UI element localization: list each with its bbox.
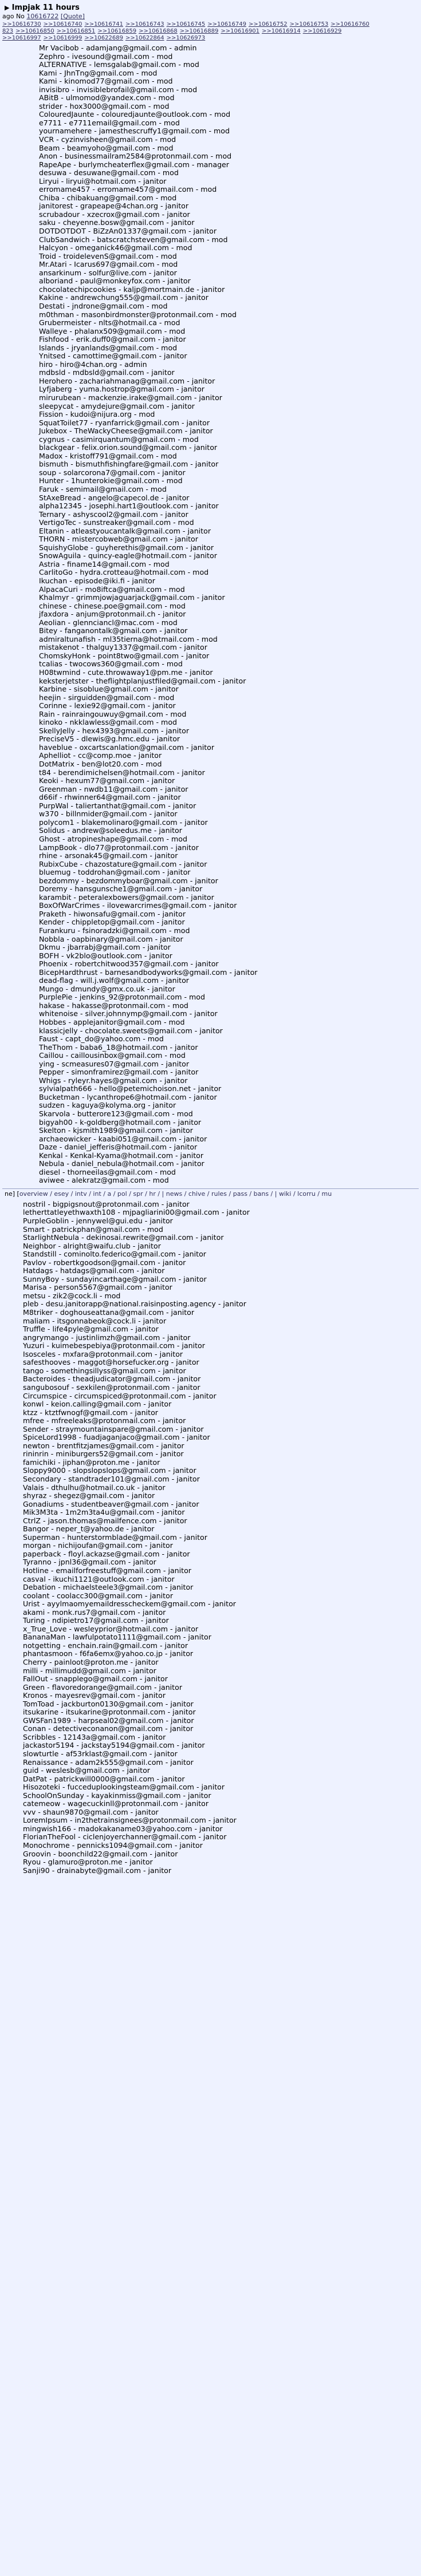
staff-line: Turing - ndipietro17@gmail.com - janitor [23,1616,169,1625]
backlink[interactable]: >>10616760 [330,21,369,27]
staff-line: rininrin - miniburgers52@gmail.com - janitor [23,1449,184,1459]
staff-line: Sanji90 - drainabyte@gmail.com - janitor [23,1866,172,1875]
staff-line: Kami - JhnTng@gmail.com - mod [39,68,158,77]
staff-line: Circumspice - circumspiced@protonmail.com - janitor [23,1391,217,1400]
staff-line: Pavlov - robertkgoodson@gmail.com - janitor [23,1258,186,1267]
staff-line: konwl - keion.calling@gmail.com - janitor [23,1400,172,1409]
staff-line: m0thman - masonbirdmonster@protonmail.com - mod [39,310,237,319]
staff-line: Ynitsed - camottime@gmail.com - janitor [39,351,187,361]
backlink[interactable]: >>10616850 [15,28,54,34]
staff-line: blackgear - felix.orion.sound@gmail.com - janitor [39,443,218,452]
staff-line: vvv - shaun9870@gmail.com - janitor [23,1807,159,1816]
staff-line: invisibro - invisiblebrofail@gmail.com - mod [39,85,198,94]
nav-link[interactable]: / spr [129,1190,145,1198]
staff-line: SnowAguila - quincy-eagle@hotmail.com - janitor [39,551,217,560]
staff-line: Ternary - ashyscool2@gmail.com - janitor [39,509,188,519]
staff-line: casval - ikuchi1121@outlook.com - janitor [23,1574,175,1583]
staff-line: Chiba - chibakuang@gmail.com - mod [39,193,177,202]
staff-line: ColouredJaunte - colouredjaunte@outlook.com - mod [39,110,231,119]
staff-line: coolant - coolacc300@gmail.com - janitor [23,1591,173,1600]
quote-link[interactable]: [Quote] [60,13,85,20]
backlinks-row [0,35,421,42]
staff-line: x_True_Love - wesleyprior@hotmail.com - janitor [23,1624,199,1633]
staff-line: mingwish166 - madokakaname03@yahoo.com - janitor [23,1824,223,1833]
staff-line: famichiki - jiphan@proton.me - janitor [23,1457,160,1467]
staff-line: karambit - peteralexbowers@gmail.com - janitor [39,892,214,902]
staff-line: nostril - bigpigsnout@protonmail.com - janitor [23,1199,190,1208]
staff-line: sudzen - kaguya@kolyma.org - janitor [39,1101,176,1110]
staff-line: AlpacaCuri - mo8iftca@gmail.com - mod [39,584,185,594]
staff-line: Doremy - hansgunsche1@gmail.com - janitor [39,884,203,894]
staff-line: Troid - troidelevenS@gmail.com - mod [39,251,177,260]
staff-line: Jukebox - TheWackyCheese@gmail.com - janitor [39,426,213,436]
staff-line: Debation - michaelsteele3@gmail.com - janitor [23,1583,194,1592]
staff-line: Nobbla - oapbinary@gmail.com - janitor [39,934,183,943]
staff-line: d66if - rhwinner64@gmail.com - janitor [39,793,181,802]
backlink[interactable]: >>10616741 [84,21,123,27]
staff-line: guid - weslesb@gmail.com - janitor [23,1766,150,1775]
staff-line: VCR - cyzinvisheen@gmail.com - mod [39,135,176,144]
staff-line: akami - monk.rus7@gmail.com - janitor [23,1607,166,1617]
collapse-triangle-icon[interactable]: ▶ [5,4,10,11]
staff-line: Cherry - painloot@proton.me - janitor [23,1658,159,1666]
backlink[interactable]: >>10616740 [43,21,82,27]
staff-line: DotMatrix - ben@lot20.com - mod [39,760,162,769]
staff-line: bezdommy - bezdommyboar@gmail.com - janitor [39,876,218,885]
staff-line: heejin - sirguidden@gmail.com - mod [39,693,175,702]
staff-line: Skarvola - butterore123@gmail.com - mod [39,1109,193,1118]
staff-line: THORN - mistercobweb@gmail.com - janitor [39,535,198,544]
staff-line: Secondary - standtrader101@gmail.com - janitor [23,1474,200,1483]
staff-line: Kronos - mayesrev@gmail.com - janitor [23,1691,166,1700]
staff-line: BOFH - vk2blo@outlook.com - janitor [39,951,172,960]
staff-line: Bangor - neper_t@yahoo.de - janitor [23,1524,155,1534]
staff-line: ktzz - ktztfwnogf@gmail.com - janitor [23,1408,158,1417]
staff-line: TheThom - baba6_18@hotmail.com - janitor [39,1042,198,1052]
staff-line: Gonadiums - studentbeaver@gmail.com - janitor [23,1499,199,1508]
backlink[interactable]: >>10616999 [43,35,82,41]
staff-line: aviwee - alekratz@gmail.com - mod [39,1176,169,1185]
post-body-continued [0,1198,421,1875]
staff-line: LoremIpsum - in2thetrainsignees@protonmail.com - janitor [23,1816,237,1825]
nav-link[interactable]: / a [103,1190,113,1198]
staff-line: Standstill - cominolto.federico@gmail.com - janitor [23,1250,206,1259]
staff-line: Walleye - phalanx509@gmail.com - mod [39,326,186,335]
staff-line: Fishfood - erik.duff0@gmail.com - janitor [39,335,186,344]
staff-line: LampBook - dlo77@protonmail.com - janitor [39,843,199,852]
staff-line: Phoenix - robertchitwood357@gmail.com - janitor [39,959,219,969]
op-header [0,0,421,12]
staff-line: SchoolOnSunday - kayakinmiss@gmail.com - janitor [23,1791,211,1800]
staff-line: newton - brentfitzjames@gmail.com - janitor [23,1441,184,1450]
staff-line: alpha12345 - josephi.hart1@outlook.com - janitor [39,501,219,511]
staff-line: Skelton - kjsmith1989@gmail.com - janitor [39,1126,193,1135]
staff-line: Caillou - caillousinbox@gmail.com - mod [39,1051,186,1060]
divider [2,1188,419,1189]
staff-line: Sender - straymountainspare@gmail.com - janitor [23,1424,204,1433]
staff-line: PreciseV5 - dlewis@g.hmc.edu - janitor [39,734,180,744]
backlink[interactable]: >>10616859 [97,28,137,34]
staff-line: kinoko - nkklawless@gmail.com - mod [39,718,178,727]
backlink[interactable]: >>10616868 [139,28,178,34]
staff-line: Kami - kinomod77@gmail.com - mod [39,77,173,86]
nav-link[interactable]: / | wiki [270,1190,293,1198]
staff-line: Islands - jryanlands@gmail.com - mod [39,343,178,352]
staff-line: RapeApe - burlymcheaterflex@gmail.com - manager [39,160,229,169]
staff-line: Faruk - semimail@gmail.com - mod [39,484,167,493]
staff-line: Green - flavoredorange@gmail.com - janitor [23,1682,183,1692]
staff-line: scrubadour - xzecrox@gmail.com - janitor [39,210,190,219]
post-number-link[interactable]: 10616722 [26,13,59,20]
backlinks-row [0,28,421,35]
staff-line: PurpleGoblin - jennywel@gui.edu - janitor [23,1216,173,1226]
staff-line: Nebula - daniel_nebula@hotmail.com - janitor [39,1159,204,1168]
post-meta [0,12,421,21]
staff-line: Praketh - hiwonsafu@gmail.com - janitor [39,909,186,918]
staff-line: Valais - dthulhu@hotmail.co.uk - janitor [23,1483,166,1492]
staff-line: Anon - businessmailram2584@protonmail.com - mod [39,152,232,161]
staff-line: bigyah00 - k-goldberg@hotmail.com - janitor [39,1117,202,1127]
backlink[interactable]: >>10622689 [84,35,123,41]
nav-link[interactable]: / int [89,1190,104,1198]
staff-line: Smart - patrickphan@gmail.com - mod [23,1224,163,1234]
staff-line: DOTDOTDOT - BiZzAn01337@gmail.com - janitor [39,227,217,236]
staff-line: BoxOfWarCrimes - ilovewarcrimes@gmail.com - janitor [39,901,237,910]
staff-line: mirurubean - mackenzie.irake@gmail.com - janitor [39,393,222,402]
staff-line: Ikuchan - episode@iki.fi - janitor [39,576,155,585]
nav-link[interactable]: / intv [70,1190,89,1198]
staff-line: alboriand - paul@monkeyfox.com - janitor [39,276,191,286]
staff-line: yournamehere - jamesthescruffy1@gmail.com - mod [39,127,230,136]
staff-line: Greenman - nwdb11@gmail.com - janitor [39,784,188,793]
staff-line: saku - cheyenne.bosw@gmail.com - janitor [39,218,195,227]
staff-line: DatPat - patrickwill0000@gmail.com - janitor [23,1774,185,1783]
staff-line: hiro - hiro@4chan.org - admin [39,359,147,369]
backlink[interactable]: >>10616851 [56,28,96,34]
staff-line: milli - millimudd@gmail.com - janitor [23,1666,156,1675]
staff-line: H08twmind - cute.throwaway1@pm.me - janitor [39,668,213,677]
staff-line: Scribbles - 12143a@gmail.com - janitor [23,1732,166,1741]
staff-line: notgetting - enchain.rain@gmail.com - janitor [23,1641,188,1650]
staff-line: Renaissance - adam2k555@gmail.com - janitor [23,1757,194,1767]
nav-link[interactable]: / mu [317,1190,332,1198]
staff-line: ansarkinum - solfur@live.com - janitor [39,268,177,277]
staff-line: Hunter - 1hunterokie@gmail.com - mod [39,476,183,485]
staff-line: jfaxdora - anjum@protonmail.ch - janitor [39,610,186,619]
staff-line: Bucketman - lycanthrope6@hotmail.com - janitor [39,1092,217,1101]
staff-line: M8triker - doghouseattana@gmail.com - janitor [23,1308,195,1317]
staff-line: keksterjetster - theflightplanjustfiled@gmail.com - janitor [39,676,246,685]
staff-line: bismuth - bismuthfishingfare@gmail.com - janitor [39,460,219,469]
staff-line: Neighbor - alright@waifu.club - janitor [23,1241,161,1250]
staff-line: w370 - billnmider@gmail.com - janitor [39,809,178,819]
nav-link[interactable]: overview [19,1190,50,1198]
staff-line: Faust - capt_do@yahoo.com - mod [39,1034,164,1044]
staff-line: erromame457 - erromame457@gmail.com - mod [39,185,217,194]
backlink[interactable]: >>10616753 [289,21,329,27]
nav-link[interactable]: / hr [145,1190,158,1198]
staff-line: itsukarine - itsukarine@protonmail.com - janitor [23,1708,196,1717]
staff-line: phantasmoon - f6fa6emx@yahoo.co.jp - janitor [23,1649,194,1658]
staff-line: Aeolian - glennciancl@mac.com - mod [39,618,178,627]
staff-line: safesthooves - maggot@horsefucker.org - janitor [23,1358,199,1367]
backlink[interactable]: >>10616743 [125,21,164,27]
staff-line: janitorest - grapeape@4chan.org - janitor [39,202,189,211]
staff-line: Hatdags - hatdags@gmail.com - janitor [23,1266,165,1275]
staff-line: ChomskyHonk - point8two@gmail.com - janitor [39,651,210,660]
staff-line: sylvialpath666 - hello@petemichoison.net - janitor [39,1084,222,1093]
staff-line: Isosceles - mxfara@protonmail.com - janitor [23,1349,183,1358]
staff-line: Mungo - dmundy@gmx.co.uk - janitor [39,984,175,993]
staff-line: strider - hox3000@gmail.com - mod [39,101,170,110]
staff-line: Truffle - life4pyle@gmail.com - janitor [23,1325,159,1334]
staff-line: Fission - kudoi@nijura.org - mod [39,410,155,419]
staff-line: Marisa - person5567@gmail.com - janitor [23,1283,172,1292]
staff-line: mistakenot - thalguy1337@gmail.com - janitor [39,643,207,652]
staff-line: Mik3M3ta - 1m2m3ta4u@gmail.com - janitor [23,1508,185,1517]
staff-line: PurplePie - jenkins_92@protonmail.com - mod [39,993,205,1002]
staff-line: morgan - nichijoufan@gmail.com - janitor [23,1541,173,1550]
staff-line: t84 - berendimichelsen@hotmail.com - janitor [39,768,205,777]
staff-line: Zephro - ivesound@gmail.com - mod [39,52,173,61]
staff-line: chocolatechipcookies - kaljp@mortmain.de - janitor [39,285,225,294]
staff-line: Furankuru - fsinoradzki@gmail.com - mod [39,926,190,935]
staff-line: sleepycat - amydejure@gmail.com - janitor [39,401,195,410]
staff-line: Destati - jndrone@gmail.com - mod [39,301,168,310]
backlink[interactable]: >>10616889 [179,28,219,34]
staff-line: chinese - chinese.poe@gmail.com - mod [39,601,186,610]
nav-link[interactable]: / rules [207,1190,229,1198]
staff-line: tcalias - twocows360@gmail.com - mod [39,659,183,669]
staff-line: haveblue - oxcartscanlation@gmail.com - janitor [39,742,215,752]
staff-line: StAxeBread - angelo@capecol.de - janitor [39,493,190,502]
nav-link[interactable]: / pass [229,1190,250,1198]
staff-line: Daze - daniel_jefferis@hotmail.com - janitor [39,1143,198,1152]
staff-line: jackastor5194 - jackstay5194@gmail.com - janitor [23,1741,205,1750]
board-nav [0,1190,421,1198]
staff-line: Beam - beamyoho@gmail.com - mod [39,143,174,152]
staff-line: Monochrome - pennicks1094@gmail.com - janitor [23,1841,203,1850]
staff-line: VertigoTec - sunstreaker@gmail.com - mod [39,518,194,527]
staff-line: slowturtle - af53rklast@gmail.com - janitor [23,1749,178,1759]
staff-line: SkellyJelly - hex4393@gmail.com - janitor [39,726,190,735]
staff-line: rhine - arsonak45@gmail.com - janitor [39,851,178,860]
staff-line: StarlightNebula - dekinosai.rewrite@gmail.com - janitor [23,1233,224,1242]
staff-line: ABitB - ulmomod@yandex.com - mod [39,93,175,102]
staff-line: hakase - hakasse@protonmail.com - mod [39,1001,188,1010]
backlink[interactable]: >>10616745 [166,21,206,27]
staff-line: Sloppy9000 - slopslopslops@gmail.com - janitor [23,1466,196,1475]
staff-line: bluemug - toddrohan@gmail.com - janitor [39,868,191,877]
staff-line: Dkmu - jbarrabj@gmail.com - janitor [39,943,171,952]
staff-line: archaeowicker - kaabi051@gmail.com - janitor [39,1134,207,1143]
staff-line: Mr.Atari - Icarus697@gmail.com - mod [39,260,178,269]
staff-line: GWSFan1989 - harpseal02@gmail.com - janitor [23,1716,194,1725]
backlink[interactable]: >>10626973 [166,35,206,41]
staff-line: Mr Vacibob - adamjang@gmail.com - admin [39,44,197,52]
staff-line: dead-flag - will.j.wolf@gmail.com - janitor [39,976,189,985]
post-body [0,42,421,1185]
staff-line: CtrlZ - jason.thomas@mailfence.com - janitor [23,1516,187,1525]
staff-line: metsu - zik2@cock.li - mod [23,1291,121,1300]
staff-line: Madox - kristoff791@gmail.com - mod [39,451,177,460]
staff-line: mdbsld - mdbsld@gmail.com - janitor [39,368,175,377]
staff-line: SquishyGlobe - guyherethis@gmail.com - janitor [39,543,214,552]
staff-line: FlorianTheFool - ciclenjoyerchanner@gmail.com - janitor [23,1832,227,1842]
staff-line: TomToad - jackburton0130@gmail.com - janitor [23,1699,194,1708]
staff-line: Solidus - andrew@soleedus.me - janitor [39,826,182,835]
staff-line: ALTERNATIVE - lemsgalab@gmail.com - mod [39,60,199,69]
staff-line: Herohero - zachariahmanag@gmail.com - janitor [39,376,215,385]
staff-line: Karbine - sisoblue@gmail.com - janitor [39,685,179,694]
staff-line: SpiceLord1998 - fuadjaganjaco@gmail.com - janitor [23,1433,210,1442]
staff-line: diesel - thorneeilas@gmail.com - mod [39,1167,176,1176]
staff-line: FallOut - snapplego@gmail.com - janitor [23,1674,168,1684]
staff-line: letherttatleyethwaxth108 - mjpagliarini00@gmail.com - janitor [23,1208,250,1217]
staff-line: sangubosouf - sexkilen@protonmail.com - janitor [23,1382,200,1392]
staff-line: Rain - rainraingouwuy@gmail.com - mod [39,709,187,718]
staff-line: desuwa - desuwane@gmail.com - mod [39,168,179,177]
staff-line: Aphelliot - cc@comp.moe - janitor [39,751,162,760]
nav-link[interactable]: / chive [184,1190,207,1198]
staff-line: shyraz - shegez@gmail.com - janitor [23,1491,155,1500]
backlink[interactable]: >>10616749 [207,21,246,27]
backlink[interactable]: >>10616929 [302,28,342,34]
backlink[interactable]: >>10616997 [2,35,41,41]
nav-link[interactable]: / pol [113,1190,129,1198]
staff-line: Eltanin - atleastyoucantalk@gmail.com - janitor [39,526,211,535]
staff-line: CarlitoGo - hydra.crotteau@hotmail.com - mod [39,568,209,577]
backlink[interactable]: >>10622864 [125,35,164,41]
staff-line: Urist - ayylmaomyemaildresscheckem@gmail.com - janitor [23,1599,236,1609]
staff-line: ying - scmeasures07@gmail.com - janitor [39,1059,190,1068]
staff-line: Kenkal - Kenkal-Kyama@hotmail.com - janitor [39,1151,204,1160]
staff-line: Bacteroides - theadjudicator@gmail.com - janitor [23,1374,201,1384]
staff-line: Halcyon - omeganick46@gmail.com - mod [39,243,192,252]
staff-line: Grubermeister - nlts@hotmail.ca - mod [39,318,180,327]
post-subject: Impjak 11 hours [11,3,80,12]
staff-line: Keoki - hexum77@gmail.com - janitor [39,776,175,785]
staff-line: e7711 - e7711email@gmail.com - mod [39,118,180,127]
staff-line: admiraltunafish - ml35tierna@hotmail.com - mod [39,634,218,643]
staff-line: SunnyBoy - sundayincarthage@gmail.com - janitor [23,1274,207,1283]
staff-line: Astria - finame14@gmail.com - mod [39,559,170,568]
staff-line: Liryui - liryui@hotmail.com - janitor [39,176,167,185]
backlink[interactable]: >>10616901 [221,28,260,34]
staff-line: pleb - desu.janitorapp@national.raisinposting.agency - janitor [23,1299,246,1309]
staff-line: BananaMan - lawfulpotato1111@gmail.com - janitor [23,1633,211,1642]
staff-line: Hotline - emailforfreestuff@gmail.com - janitor [23,1566,191,1575]
staff-line: angrymango - justinlimzh@gmail.com - janitor [23,1333,191,1342]
staff-line: SquatToilet77 - ryanfarrick@gmail.com - janitor [39,418,210,427]
staff-line: ClubSandwich - batscratchsteven@gmail.com - mod [39,235,228,244]
staff-line: Ghost - atropineshape@gmail.com - mod [39,834,187,843]
post-date: ago No [2,13,25,20]
staff-line: Hisozoteki - fucceduplookingsteam@gmail.com - janitor [23,1783,225,1792]
staff-line: whitenoise - silver.johnnymp@gmail.com - janitor [39,1009,218,1018]
staff-line: Pepper - simonframirez@gmail.com - janitor [39,1068,199,1077]
staff-line: Groovin - boonchild22@gmail.com - janitor [23,1849,178,1858]
staff-line: Corinne - lexie92@gmail.com - janitor [39,701,176,710]
staff-line: klassicjelly - chocolate.sweets@gmail.com - janitor [39,1026,223,1035]
nav-link[interactable]: / | news [158,1190,184,1198]
staff-line: Bitey - fanganontalk@gmail.com - janitor [39,626,188,635]
backlink[interactable]: >>10616752 [248,21,288,27]
staff-line: Khalmyr - grimmjowjaguarjack@gmail.com - janitor [39,593,225,602]
nav-link[interactable]: / lcorru [293,1190,318,1198]
staff-line: PurpWal - taliertanthat@gmail.com - janitor [39,801,196,810]
staff-line: Kakine - andrewchung555@gmail.com - janitor [39,293,208,302]
nav-link[interactable]: / esey [50,1190,71,1198]
backlink[interactable]: >>10616914 [262,28,301,34]
staff-line: catemeow - wagecuckinll@protonmail.com - janitor [23,1799,209,1808]
nav-link[interactable]: / bans [249,1190,271,1198]
staff-line: Superman - hunterstormblade@gmail.com - janitor [23,1532,207,1542]
staff-line: cygnus - casimirquantum@gmail.com - mod [39,434,199,444]
staff-line: RubixCube - chazostature@gmail.com - janitor [39,859,207,868]
staff-line: maliam - itsgonnabeok@cock.li - janitor [23,1316,167,1325]
staff-line: BicepHardthrust - barnesandbodyworks@gmail.com - janitor [39,967,258,977]
staff-line: Whigs - ryleyr.hayes@gmail.com - janitor [39,1076,188,1085]
staff-line: Conan - detectiveconanon@gmail.com - janitor [23,1724,194,1733]
staff-line: tango - somethingsillyss@gmail.com - janitor [23,1366,186,1375]
staff-line: polycom1 - blakemolinaro@gmail.com - janitor [39,817,208,827]
staff-line: Ryou - glamuro@proton.me - janitor [23,1858,153,1867]
nav-prefix: ne] [ [5,1190,19,1198]
staff-line: Tyranno - jpnl36@gmail.com - janitor [23,1558,156,1567]
staff-line: Hobbes - applejanitor@gmail.com - mod [39,1017,185,1026]
staff-line: Lyfjaberg - yuma.hostrop@gmail.com - janitor [39,385,204,394]
staff-line: soup - solarcorona7@gmail.com - janitor [39,468,186,477]
staff-line: paperback - floyl.ackazse@gmail.com - janitor [23,1549,190,1558]
backlink[interactable]: >>10616730 [2,21,41,27]
backlinks-row [0,21,421,28]
staff-line: Yuzuri - kuimebespebiya@protonmail.com - janitor [23,1341,205,1350]
staff-line: Kender - chippletop@gmail.com - janitor [39,918,185,927]
backlink[interactable]: 823 [2,28,14,34]
staff-line: mfree - mfreeleaks@protonmail.com - janitor [23,1416,186,1425]
